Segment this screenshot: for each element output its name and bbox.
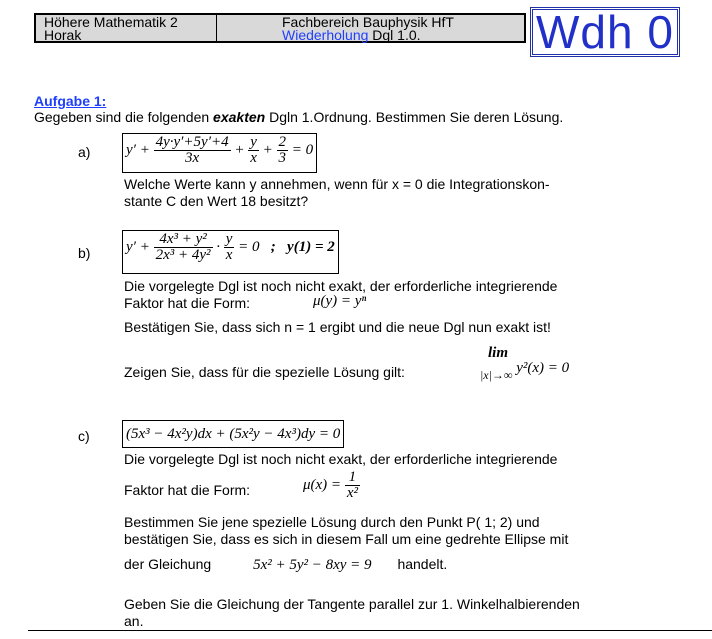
topic-link[interactable]: Wiederholung	[282, 27, 369, 43]
text-c2: Faktor hat die Form:	[124, 482, 251, 498]
text-b2: Bestätigen Sie, dass sich n = 1 ergibt und die neue Dgl nun exakt ist!	[124, 319, 551, 335]
text-c3	[124, 514, 568, 548]
text-c4-post: handelt.	[397, 556, 448, 572]
text-c3-line1: Bestimmen Sie jene spezielle Lösung durch den Punkt P( 1; 2) und	[124, 514, 540, 530]
intro-post: Dgln 1.Ordnung. Bestimmen Sie deren Lösung.	[265, 109, 564, 125]
equation-b: y′ + $\frac{\text{4x³ + y²}}{\text{2x³ + 4y²}}$ · $\frac{y}{x}$ = 0 ; y(1) = 2	[122, 230, 339, 274]
factor-b: μ(y) = yⁿ	[313, 293, 367, 309]
text-a-line1: Welche Werte kann y annehmen, wenn für x = 0 die Integrationskon-	[124, 176, 550, 192]
header-table	[34, 13, 526, 43]
equation-c: (5x³ − 4x²y)dx + (5x²y − 4x³)dy = 0	[122, 420, 344, 448]
topic-suffix: Dgl 1.0.	[368, 27, 421, 43]
intro-bold: exakten	[213, 109, 266, 125]
text-b1-line2: Faktor hat die Form:	[124, 295, 251, 311]
text-c5-line1: Geben Sie die Gleichung der Tangente parallel zur 1. Winkelhalbierenden	[124, 596, 580, 612]
department-name: Fachbereich Bauphysik HfT	[282, 14, 454, 30]
worksheet-badge: Wdh 0	[530, 7, 680, 57]
lim-word: lim	[488, 345, 509, 361]
text-c3-line2: bestätigen Sie, dass es sich in diesem Fall um eine gedrehte Ellipse mit	[124, 531, 569, 547]
factor-c: μ(x) = $\frac{1}{\text{x²}}$	[303, 469, 358, 501]
label-b: b)	[78, 245, 91, 261]
equation-a: y′ + $\frac{4y\cdot y'+5y'+4}{3x}$ + $\frac{y}{x}$ + $\frac{2}{3}$ = 0	[122, 133, 317, 173]
header-divider	[216, 15, 217, 41]
limit-b: $_{|x|\to\infty}$ y²(x) = 0	[480, 360, 570, 382]
text-c4-pre: der Gleichung	[124, 556, 212, 572]
intro-pre: Gegeben sind die folgenden	[34, 109, 214, 125]
text-b1-line1: Die vorgelegte Dgl ist noch nicht exakt, der erforderliche integrierende	[124, 278, 558, 294]
footer-rule	[28, 630, 712, 631]
author-name: Horak	[44, 27, 82, 43]
task-title: Aufgabe 1:	[34, 93, 107, 109]
header-department	[282, 16, 454, 42]
course-name: Höhere Mathematik 2	[44, 14, 178, 30]
text-a	[124, 176, 550, 210]
topic-line	[282, 29, 454, 42]
header-course	[44, 16, 178, 42]
text-c1: Die vorgelegte Dgl ist noch nicht exakt, der erforderliche integrierende	[124, 451, 558, 467]
task-intro	[34, 109, 563, 126]
text-a-line2: stante C den Wert 18 besitzt?	[124, 193, 309, 209]
ellipse-equation: 5x² + 5y² − 8xy = 9	[253, 557, 372, 573]
text-b3: Zeigen Sie, dass für die spezielle Lösung gilt:	[124, 364, 405, 380]
text-c4	[124, 556, 447, 574]
label-c: c)	[78, 428, 90, 444]
text-c5	[124, 596, 580, 630]
text-c5-line2: an.	[124, 613, 144, 629]
label-a: a)	[78, 144, 91, 160]
